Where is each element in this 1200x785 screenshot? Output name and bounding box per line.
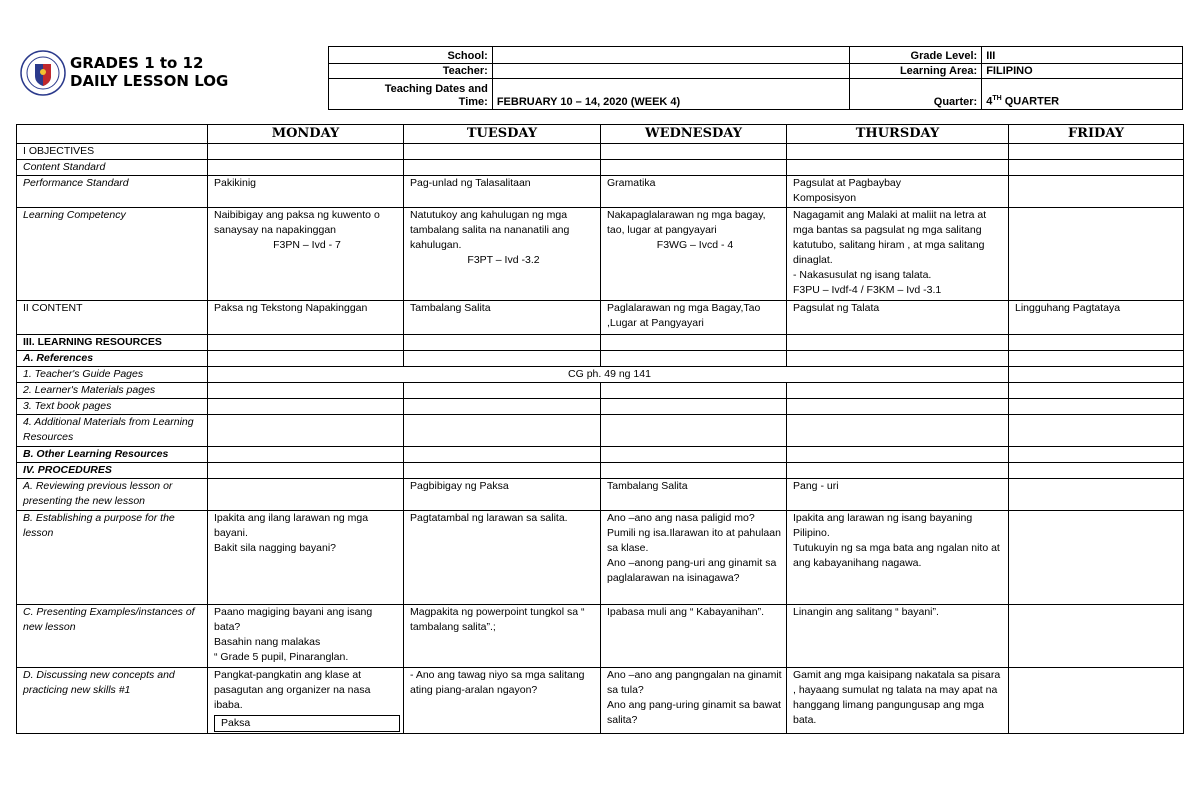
performance-thu xyxy=(787,176,1009,208)
day-thursday: THURSDAY xyxy=(787,125,1009,144)
proc-a-label: A. Reviewing previous lesson or presenting the new lesson xyxy=(17,479,208,511)
area-value: FILIPINO xyxy=(982,64,1183,79)
proc-b-thu-text2: Tutukuyin ng sa mga bata ang ngalan nito at ang kabayanihang nagawa. xyxy=(793,542,1000,569)
learning-resources-label: III. LEARNING RESOURCES xyxy=(17,335,208,351)
proc-d-mon xyxy=(208,668,404,734)
title-line-2: DAILY LESSON LOG xyxy=(70,72,229,90)
competency-mon xyxy=(208,208,404,301)
table-row xyxy=(17,511,1184,605)
dates-value: FEBRUARY 10 – 14, 2020 (WEEK 4) xyxy=(492,79,850,110)
quarter-suffix: TH xyxy=(992,95,1002,103)
proc-d-wed-text: Ano –ano ang pangngalan na ginamit sa tula? xyxy=(607,669,782,696)
content-standard-label: Content Standard xyxy=(17,160,208,176)
dates-label-line2: Time: xyxy=(458,96,488,108)
dates-label xyxy=(329,79,493,110)
proc-b-mon xyxy=(208,511,404,605)
tg-pages-label: 1. Teacher's Guide Pages xyxy=(17,367,208,383)
table-row xyxy=(17,479,1184,511)
proc-b-mon-text2: Bakit sila nagging bayani? xyxy=(214,542,337,554)
grade-label: Grade Level: xyxy=(850,47,982,64)
content-label: II CONTENT xyxy=(17,301,208,335)
page-title xyxy=(70,54,228,90)
proc-d-label: D. Discussing new concepts and practicing new skills #1 xyxy=(17,668,208,734)
additional-materials-label: 4. Additional Materials from Learning Resources xyxy=(17,415,208,447)
performance-wed: Gramatika xyxy=(601,176,787,208)
table-row xyxy=(17,367,1184,383)
proc-b-label: B. Establishing a purpose for the lesson xyxy=(17,511,208,605)
quarter-value xyxy=(982,79,1183,110)
proc-b-wed-text2: Ano –anong pang-uri ang ginamit sa paglalarawan na isinagawa? xyxy=(607,557,777,584)
table-row xyxy=(17,447,1184,463)
competency-thu-text: Nagagamit ang Malaki at maliit na letra at mga bantas sa pagsulat ng mga salitang katutubo, salitang hiram , at mga salitang dinaglat. xyxy=(793,209,987,266)
proc-b-wed-text: Ano –ano ang nasa paligid mo? Pumili ng isa.Ilarawan ito at pahulaan sa klase. xyxy=(607,512,781,554)
other-resources-label: B. Other Learning Resources xyxy=(17,447,208,463)
competency-tue-text: Natutukoy ang kahulugan ng mga tambalang salita na nananatili ang kahulugan. xyxy=(410,209,570,251)
table-row xyxy=(17,144,1184,160)
dates-label-line1: Teaching Dates and xyxy=(384,83,488,95)
quarter-number: 4 xyxy=(986,96,993,108)
competency-wed xyxy=(601,208,787,301)
school-value xyxy=(492,47,850,64)
proc-c-mon-text2: Basahin nang malakas xyxy=(214,636,321,648)
competency-thu-code: F3PU – Ivdf-4 / F3KM – Ivd -3.1 xyxy=(793,284,942,296)
proc-b-thu xyxy=(787,511,1009,605)
day-friday: FRIDAY xyxy=(1009,125,1184,144)
school-label: School: xyxy=(329,47,493,64)
teacher-value xyxy=(492,64,850,79)
tg-pages-value: CG ph. 49 ng 141 xyxy=(208,367,1009,383)
proc-d-wed-text2: Ano ang pang-uring ginamit sa bawat salita? xyxy=(607,699,781,726)
competency-thu xyxy=(787,208,1009,301)
title-line-1: GRADES 1 to 12 xyxy=(70,54,204,72)
corner-cell xyxy=(17,125,208,144)
procedures-label: IV. PROCEDURES xyxy=(17,463,208,479)
day-wednesday: WEDNESDAY xyxy=(601,125,787,144)
proc-a-tue: Pagbibigay ng Paksa xyxy=(404,479,601,511)
competency-wed-code: F3WG – Ivcd - 4 xyxy=(656,239,734,251)
proc-c-label: C. Presenting Examples/instances of new lesson xyxy=(17,605,208,668)
performance-thu-line2: Komposisyon xyxy=(793,192,857,204)
objectives-label: I OBJECTIVES xyxy=(17,144,208,160)
table-row xyxy=(17,415,1184,447)
day-monday: MONDAY xyxy=(208,125,404,144)
competency-thu-text2: - Nakasusulat ng isang talata. xyxy=(793,269,932,281)
table-row xyxy=(17,399,1184,415)
proc-b-wed xyxy=(601,511,787,605)
proc-c-tue: Magpakita ng powerpoint tungkol sa “ tambalang salita”.; xyxy=(404,605,601,668)
table-row xyxy=(17,176,1184,208)
competency-mon-text: Naibibigay ang paksa ng kuwento o sanaysay na napakinggan xyxy=(214,209,380,236)
info-table xyxy=(328,46,1183,110)
proc-b-tue: Pagtatambal ng larawan sa salita. xyxy=(404,511,601,605)
textbook-pages-label: 3. Text book pages xyxy=(17,399,208,415)
competency-wed-text: Nakapaglalarawan ng mga bagay, tao, lugar at pangyayari xyxy=(607,209,766,236)
performance-standard-label: Performance Standard xyxy=(17,176,208,208)
grade-value: III xyxy=(982,47,1183,64)
day-header-row xyxy=(17,125,1184,144)
proc-b-thu-text: Ipakita ang larawan ng isang bayaning Pilipino. xyxy=(793,512,973,539)
content-mon: Paksa ng Tekstong Napakinggan xyxy=(208,301,404,335)
deped-seal-logo xyxy=(20,50,66,96)
performance-thu-line1: Pagsulat at Pagbaybay xyxy=(793,177,901,189)
proc-c-wed: Ipabasa muli ang “ Kabayanihan”. xyxy=(601,605,787,668)
quarter-label: Quarter: xyxy=(850,79,982,110)
competency-tue xyxy=(404,208,601,301)
content-tue: Tambalang Salita xyxy=(404,301,601,335)
area-label: Learning Area: xyxy=(850,64,982,79)
lm-pages-label: 2. Learner's Materials pages xyxy=(17,383,208,399)
lesson-log-table xyxy=(16,124,1184,734)
table-row xyxy=(17,463,1184,479)
table-row xyxy=(17,351,1184,367)
proc-c-mon xyxy=(208,605,404,668)
content-wed: Paglalarawan ng mga Bagay,Tao ,Lugar at Pangyayari xyxy=(601,301,787,335)
paksa-organizer-box: Paksa xyxy=(214,715,400,732)
performance-mon: Pakikinig xyxy=(208,176,404,208)
table-row xyxy=(17,668,1184,734)
proc-d-wed xyxy=(601,668,787,734)
quarter-text: QUARTER xyxy=(1001,96,1060,108)
content-fri: Lingguhang Pagtataya xyxy=(1009,301,1184,335)
proc-a-thu: Pang - uri xyxy=(787,479,1009,511)
proc-d-mon-text: Pangkat-pangkatin ang klase at pasagutan ang organizer na nasa ibaba. xyxy=(214,669,371,711)
proc-c-thu: Linangin ang salitang “ bayani”. xyxy=(787,605,1009,668)
proc-a-wed: Tambalang Salita xyxy=(601,479,787,511)
table-row xyxy=(17,605,1184,668)
table-row xyxy=(17,208,1184,301)
day-tuesday: TUESDAY xyxy=(404,125,601,144)
content-thu: Pagsulat ng Talata xyxy=(787,301,1009,335)
table-row xyxy=(17,160,1184,176)
teacher-label: Teacher: xyxy=(329,64,493,79)
table-row xyxy=(17,383,1184,399)
performance-tue: Pag-unlad ng Talasalitaan xyxy=(404,176,601,208)
proc-d-thu: Gamit ang mga kaisipang nakatala sa pisara , hayaang sumulat ng talata na may apat na hanggang limang pangungusap ang mga bata. xyxy=(787,668,1009,734)
table-row xyxy=(17,301,1184,335)
table-row xyxy=(17,335,1184,351)
proc-c-mon-text3: “ Grade 5 pupil, Pinaranglan. xyxy=(214,651,349,663)
competency-mon-code: F3PN – Ivd - 7 xyxy=(273,239,341,251)
proc-b-mon-text: Ipakita ang ilang larawan ng mga bayani. xyxy=(214,512,369,539)
learning-competency-label: Learning Competency xyxy=(17,208,208,301)
references-label: A. References xyxy=(17,351,208,367)
competency-tue-code: F3PT – Ivd -3.2 xyxy=(467,254,540,266)
proc-c-mon-text: Paano magiging bayani ang isang bata? xyxy=(214,606,373,633)
proc-d-tue: - Ano ang tawag niyo sa mga salitang ating piang-aralan ngayon? xyxy=(404,668,601,734)
